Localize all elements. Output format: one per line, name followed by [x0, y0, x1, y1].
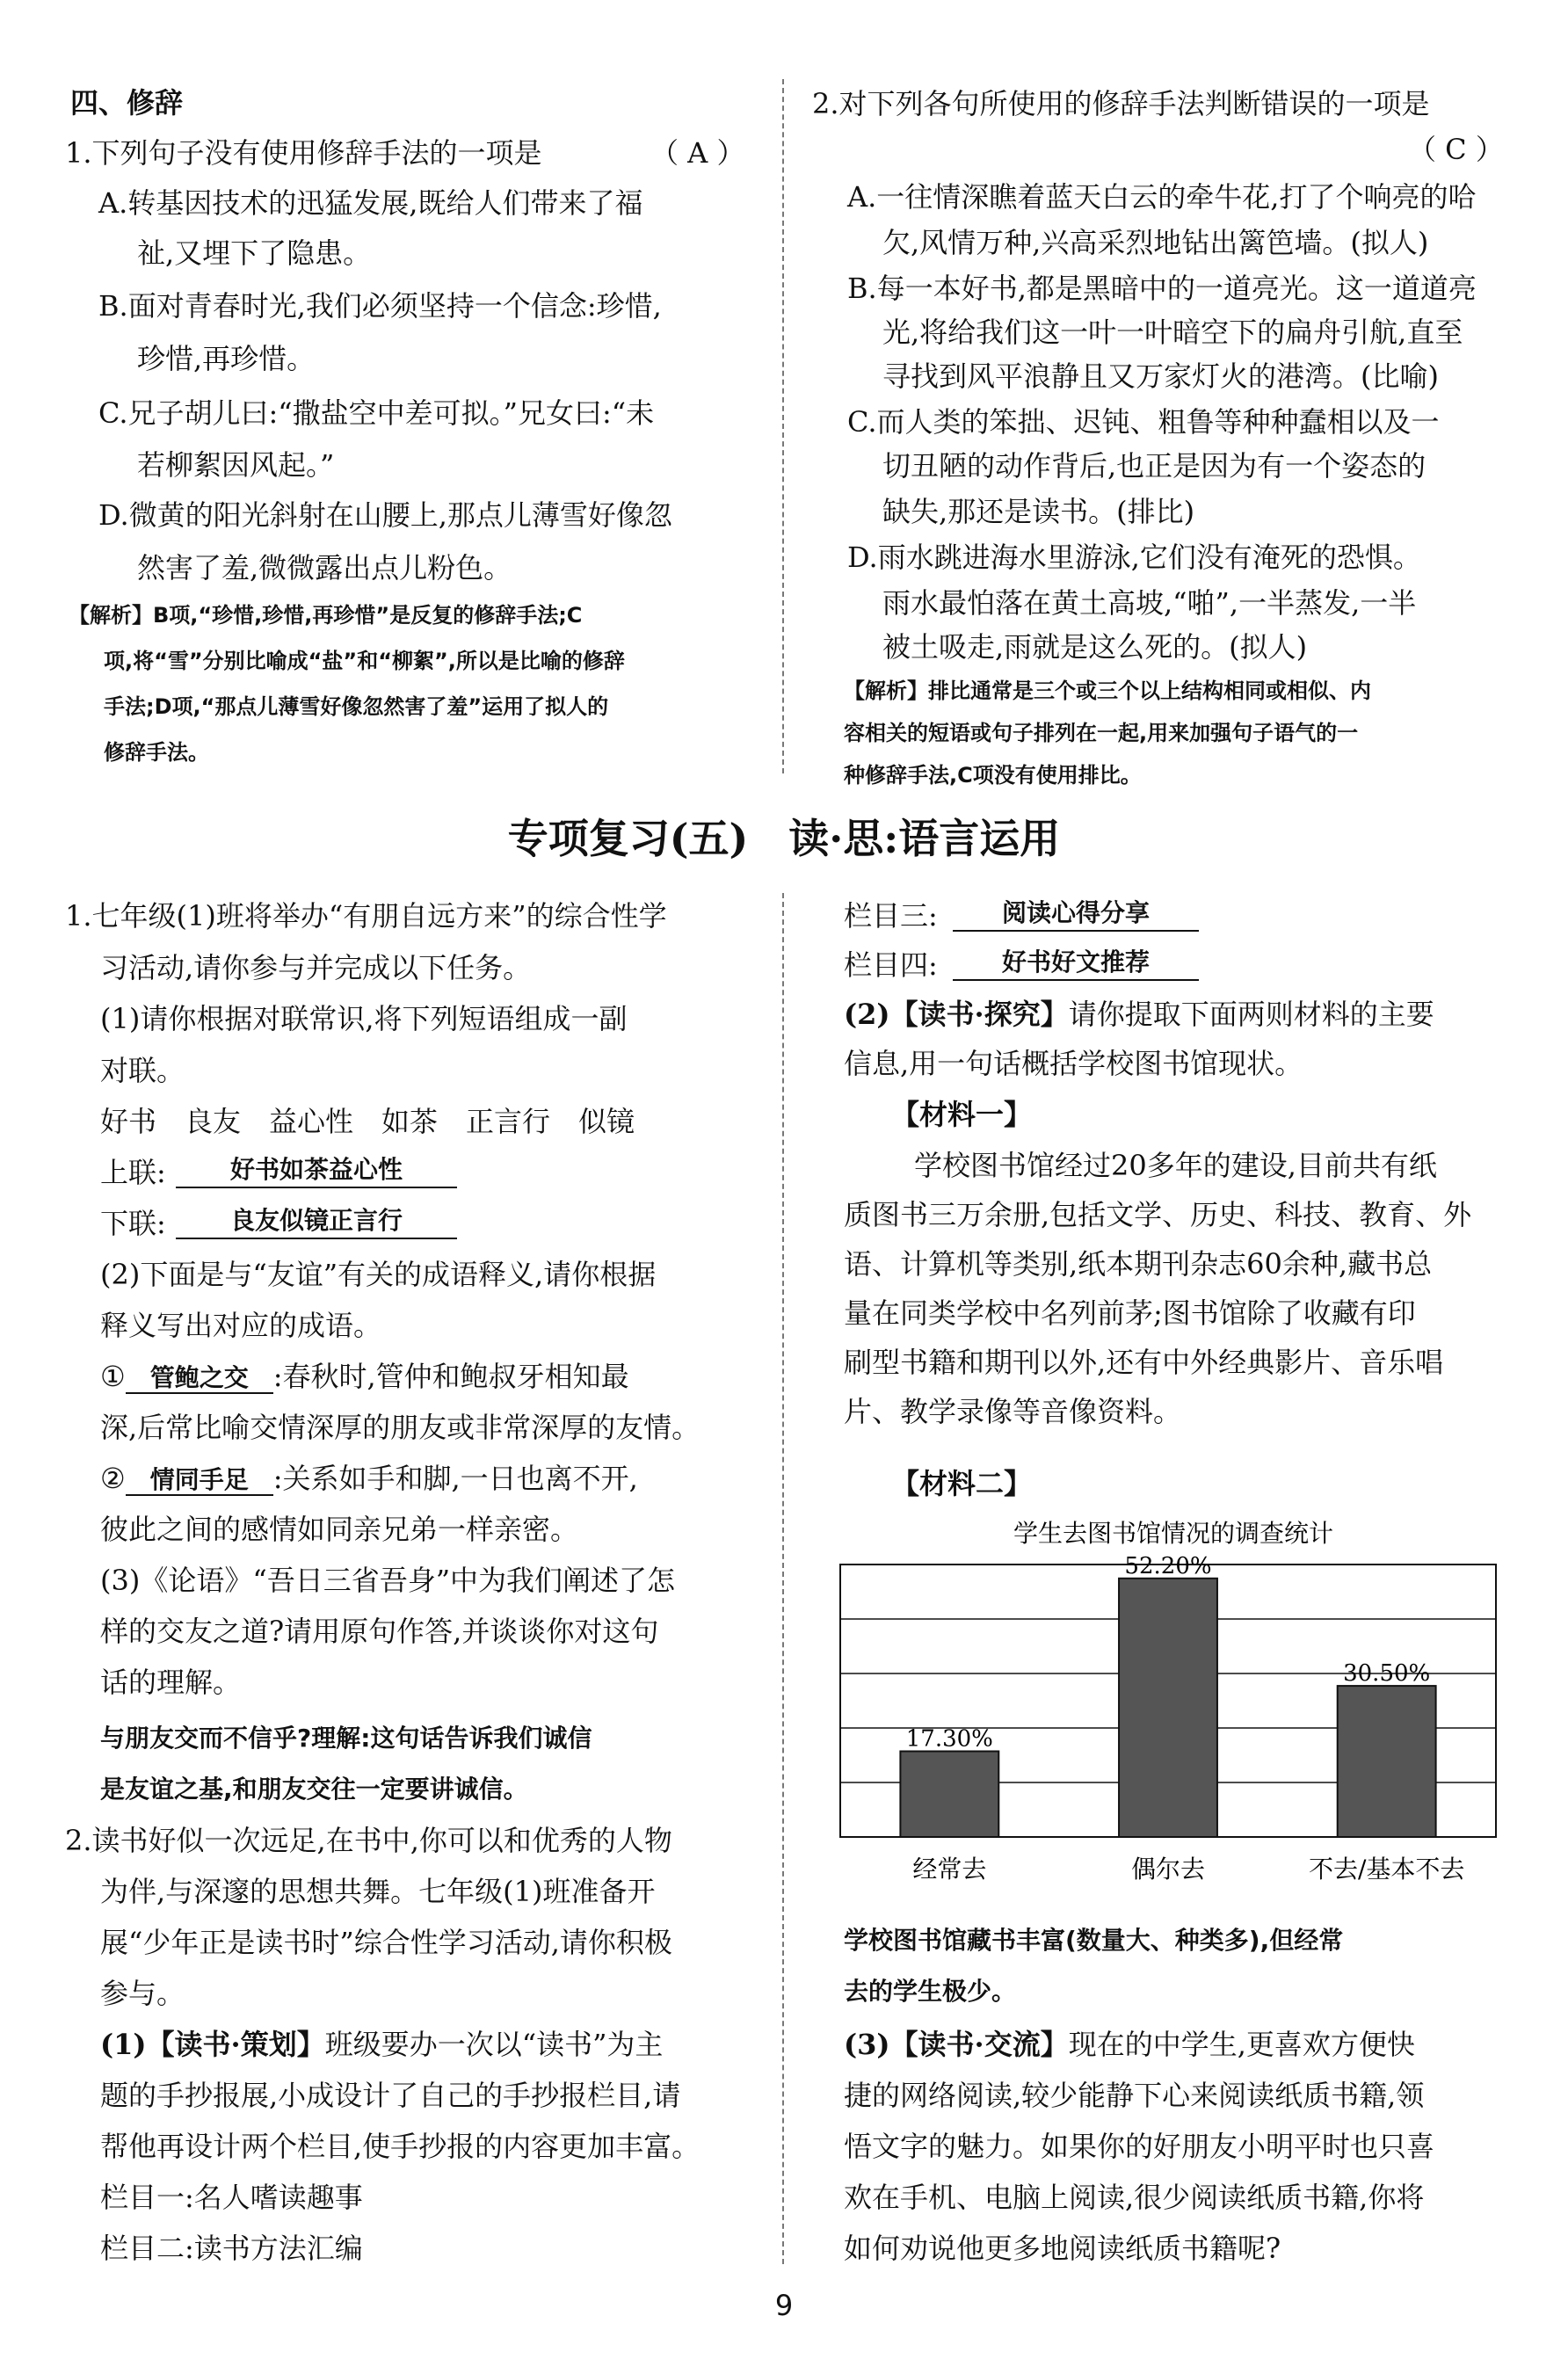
- idiom-number: ①: [100, 1360, 126, 1393]
- q2-intro-line: 2.读书好似一次远足,在书中,你可以和优秀的人物: [65, 1824, 672, 1857]
- q1-stem: 1.下列句子没有使用修辞手法的一项是: [65, 136, 542, 170]
- idiom-definition: :春秋时,管仲和鲍叔牙相知最: [272, 1360, 629, 1393]
- q2-intro-line: 为伴,与深邃的思想共舞。七年级(1)班准备开: [100, 1875, 656, 1908]
- bar-1: [900, 1751, 998, 1837]
- phrase-list: 好书 良友 益心性 如茶 正言行 似镜: [100, 1105, 635, 1138]
- idiom-2: [100, 1456, 638, 1503]
- q2-2-line: 信息,用一句话概括学校图书馆现状。: [844, 1047, 1303, 1080]
- explanation-line: 排比通常是三个或三个以上结构相同或相似、内: [928, 679, 1371, 703]
- q2-3-text: 现在的中学生,更喜欢方便快: [1068, 2028, 1415, 2061]
- lower-couplet-label: 下联:: [100, 1207, 166, 1240]
- q2-1-line: [100, 2022, 663, 2067]
- q2-intro-line: 展“少年正是读书时”综合性学习活动,请你积极: [100, 1926, 672, 1959]
- column-divider: [782, 893, 784, 2264]
- q1-3-line: 样的交友之道?请用原句作答,并谈谈你对这句: [100, 1615, 659, 1648]
- bar-value-label: 17.30%: [905, 1725, 993, 1753]
- bar-3: [1338, 1686, 1436, 1837]
- q1-3-line: (3)《论语》“吾日三省吾身”中为我们阐述了怎: [100, 1564, 676, 1597]
- explanation-line: 项,将“雪”分别比喻成“盐”和“柳絮”,所以是比喻的修辞: [104, 649, 625, 673]
- section-heading: 四、修辞: [70, 86, 184, 120]
- q1-2-line: 释义写出对应的成语。: [100, 1309, 382, 1342]
- q2-stem: 2.对下列各句所使用的修辞手法判断错误的一项是: [812, 87, 1430, 120]
- option-line: 光,将给我们这一叶一叶暗空下的扁舟引航,直至: [882, 316, 1463, 349]
- q2-2-tag: (2)【读书·探究】: [844, 998, 1069, 1031]
- bar-value-label: 30.50%: [1343, 1660, 1431, 1688]
- q2-2-line: [844, 991, 1434, 1037]
- q2-3-line: 悟文字的魅力。如果你的好朋友小明平时也只喜: [844, 2130, 1435, 2163]
- option-line: 珍惜,再珍惜。: [137, 342, 316, 375]
- material-2-label: 【材料二】: [891, 1467, 1033, 1500]
- q2-3-line: [844, 2022, 1415, 2067]
- lower-couplet-answer: 良友似镜正言行: [176, 1204, 457, 1239]
- category-label: 经常去: [912, 1855, 987, 1884]
- q2-3-line: 欢在手机、电脑上阅读,很少阅读纸质书籍,你将: [844, 2181, 1425, 2214]
- column-item-4-answer: 好书好文推荐: [953, 946, 1199, 981]
- idiom-number: ②: [100, 1462, 126, 1495]
- q1-3-answer: 是友谊之基,和朋友交往一定要讲诚信。: [100, 1775, 528, 1804]
- option-line: 被土吸走,雨就是这么死的。(拟人): [882, 630, 1308, 664]
- q1-intro-line: 1.七年级(1)班将举办“有朋自远方来”的综合性学: [65, 899, 667, 933]
- category-label: 偶尔去: [1130, 1855, 1206, 1884]
- material-line: 语、计算机等类别,纸本期刊杂志60余种,藏书总: [844, 1247, 1433, 1281]
- q2-answer: （ C ）: [1408, 133, 1504, 166]
- q2-3-line: 如何劝说他更多地阅读纸质书籍呢?: [844, 2232, 1281, 2265]
- option-line: 寻找到风平浪静且又万家灯火的港湾。(比喻): [882, 359, 1439, 393]
- explanation-label: 【解析】: [844, 679, 928, 703]
- chart-title: 学生去图书馆情况的调查统计: [1013, 1519, 1334, 1548]
- option-line: B.每一本好书,都是黑暗中的一道亮光。这一道道亮: [847, 272, 1477, 305]
- idiom-definition: 彼此之间的感情如同亲兄弟一样亲密。: [100, 1513, 579, 1546]
- q2-2-answer: 去的学生极少。: [844, 1977, 1017, 2006]
- q2-2-answer: 学校图书馆藏书丰富(数量大、种类多),但经常: [844, 1926, 1344, 1955]
- upper-couplet-label: 上联:: [100, 1156, 166, 1189]
- material-line: 质图书三万余册,包括文学、历史、科技、教育、外: [844, 1198, 1472, 1231]
- idiom-1: [100, 1354, 629, 1401]
- explanation: [69, 592, 582, 638]
- column-item-3-answer: 阅读心得分享: [953, 897, 1199, 932]
- bar-chart: [835, 1512, 1512, 1916]
- option-line: 然害了羞,微微露出点儿粉色。: [137, 551, 512, 584]
- option-line: 祉,又埋下了隐患。: [137, 236, 372, 270]
- option-line: A.一往情深瞧着蓝天白云的牵牛花,打了个响亮的哈: [847, 180, 1477, 214]
- explanation-line: 修辞手法。: [104, 740, 209, 765]
- q2-1-text: 班级要办一次以“读书”为主: [324, 2028, 664, 2061]
- option-line: B.面对青春时光,我们必须坚持一个信念:珍惜,: [98, 289, 662, 323]
- option-line: 切丑陋的动作背后,也正是因为有一个姿态的: [882, 449, 1426, 483]
- page-number: 9: [774, 2289, 794, 2322]
- material-line: 学校图书馆经过20多年的建设,目前共有纸: [914, 1149, 1437, 1182]
- q2-3-tag: (3)【读书·交流】: [844, 2028, 1069, 2061]
- q1-answer: （ A ）: [650, 136, 745, 170]
- column-divider: [782, 79, 784, 773]
- option-line: C.而人类的笨拙、迟钝、粗鲁等种种蠢相以及一: [847, 405, 1440, 439]
- option-line: 若柳絮因风起。”: [137, 448, 335, 482]
- q1-3-line: 话的理解。: [100, 1666, 242, 1699]
- option-line: 雨水最怕落在黄土高坡,“啪”,一半蒸发,一半: [882, 586, 1417, 620]
- q1-1-line: 对联。: [100, 1054, 185, 1087]
- q1-1-line: (1)请你根据对联常识,将下列短语组成一副: [100, 1002, 628, 1035]
- q2-intro-line: 参与。: [100, 1977, 185, 2010]
- option-line: C.兄子胡儿曰:“撒盐空中差可拟。”兄女曰:“未: [98, 396, 655, 430]
- q1-intro-line: 习活动,请你参与并完成以下任务。: [100, 951, 532, 984]
- column-item-4-label: 栏目四:: [844, 948, 938, 982]
- option-line: D.雨水跳进海水里游泳,它们没有淹死的恐惧。: [847, 541, 1421, 574]
- explanation-line: B项,“珍惜,珍惜,再珍惜”是反复的修辞手法;C: [153, 603, 583, 628]
- category-label: 不去/基本不去: [1308, 1855, 1465, 1884]
- option-line: 欠,风情万种,兴高采烈地钻出篱笆墙。(拟人): [882, 226, 1429, 259]
- idiom-definition: 深,后常比喻交情深厚的朋友或非常深厚的友情。: [100, 1411, 701, 1444]
- explanation-line: 手法;D项,“那点儿薄雪好像忽然害了羞”运用了拟人的: [104, 694, 609, 719]
- q2-2-text: 请你提取下面两则材料的主要: [1068, 998, 1434, 1031]
- column-item-2: 栏目二:读书方法汇编: [100, 2232, 363, 2265]
- upper-couplet-answer: 好书如茶益心性: [176, 1153, 457, 1188]
- bar-value-label: 52.20%: [1124, 1552, 1212, 1579]
- q2-1-line: 帮他再设计两个栏目,使手抄报的内容更加丰富。: [100, 2130, 701, 2163]
- material-line: 量在同类学校中名列前茅;图书馆除了收藏有印: [844, 1296, 1416, 1330]
- column-item-1: 栏目一:名人嗜读趣事: [100, 2181, 363, 2214]
- bar-2: [1119, 1579, 1217, 1837]
- idiom-definition: :关系如手和脚,一日也离不开,: [272, 1462, 638, 1495]
- column-item-3-label: 栏目三:: [844, 899, 938, 933]
- option-line: 缺失,那还是读书。(排比): [882, 495, 1195, 528]
- explanation: [844, 668, 1371, 714]
- material-line: 片、教学录像等音像资料。: [844, 1395, 1182, 1428]
- option-line: A.转基因技术的迅猛发展,既给人们带来了福: [98, 186, 643, 220]
- material-line: 刷型书籍和期刊以外,还有中外经典影片、音乐唱: [844, 1346, 1444, 1379]
- q2-3-line: 捷的网络阅读,较少能静下心来阅读纸质书籍,领: [844, 2079, 1425, 2112]
- q1-3-answer: 与朋友交而不信乎?理解:这句话告诉我们诚信: [100, 1724, 592, 1753]
- idiom-answer: 情同手足: [126, 1465, 273, 1496]
- q2-1-tag: (1)【读书·策划】: [100, 2028, 325, 2061]
- explanation-line: 种修辞手法,C项没有使用排比。: [844, 763, 1142, 788]
- explanation-line: 容相关的短语或句子排列在一起,用来加强句子语气的一: [844, 721, 1359, 745]
- explanation-label: 【解析】: [69, 603, 153, 628]
- section-title: 专项复习(五) 读·思:语言运用: [507, 815, 1061, 862]
- q2-1-line: 题的手抄报展,小成设计了自己的手抄报栏目,请: [100, 2079, 681, 2112]
- idiom-answer: 管鲍之交: [126, 1363, 273, 1394]
- material-1-label: 【材料一】: [891, 1098, 1033, 1131]
- option-line: D.微黄的阳光斜射在山腰上,那点儿薄雪好像忽: [98, 498, 672, 532]
- q1-2-line: (2)下面是与“友谊”有关的成语释义,请你根据: [100, 1258, 657, 1291]
